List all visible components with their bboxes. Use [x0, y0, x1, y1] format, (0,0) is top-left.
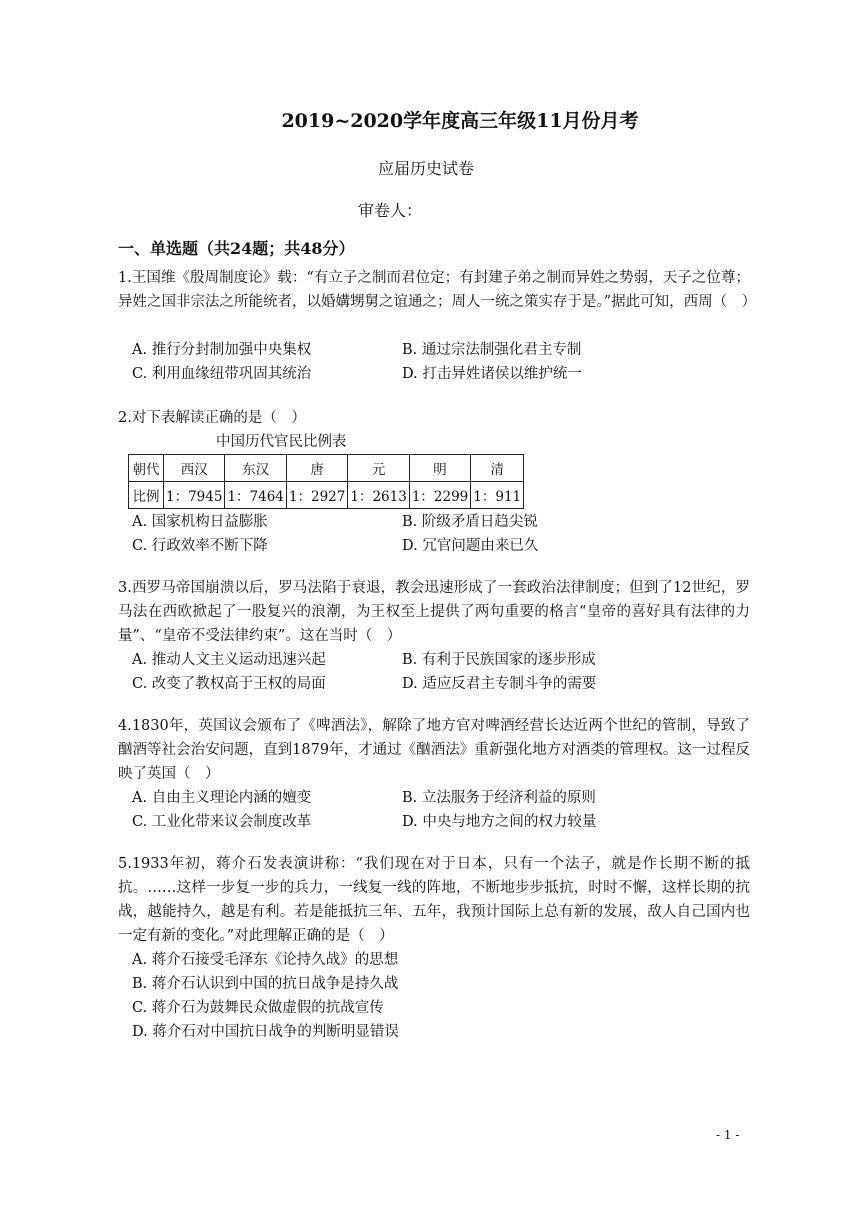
question-2-stem: 2.对下表解读正确的是（ ）	[118, 410, 306, 426]
table-cell: 1：7945	[164, 482, 225, 509]
question-3-option-d[interactable]: D. 适应反君主专制斗争的需要	[402, 676, 597, 692]
table-header-cell: 清	[471, 455, 524, 482]
reviewer-label: 审卷人：	[358, 201, 423, 220]
question-1-stem: 1.王国维《殷周制度论》载：“有立子之制而君位定；有封建子弟之制而异姓之势弱，天子之位尊；异姓之国非宗法之所能统者，以婚媾甥舅之谊通之；周人一统之策实存于是。”据此可知，西周（ ）	[118, 270, 757, 310]
question-3-stem: 3.西罗马帝国崩溃以后，罗马法陷于衰退，教会迅速形成了一套政治法律制度；但到了12世纪，罗马法在西欧掀起了一股复兴的浪潮，为王权至上提供了两句重要的格言“皇帝的喜好具有法律的力量”、“皇帝不受法律约束”。这在当时（ ）	[118, 580, 750, 644]
table-cell: 1：911	[471, 482, 524, 509]
question-3-option-b[interactable]: B. 有利于民族国家的逐步形成	[402, 652, 596, 668]
exam-title: 2019~2020学年度高三年级11月份月考	[281, 110, 639, 132]
question-4-option-d[interactable]: D. 中央与地方之间的权力较量	[402, 814, 597, 830]
table-caption: 中国历代官民比例表	[216, 434, 347, 450]
question-1-option-d[interactable]: D. 打击异姓诸侯以维护统一	[402, 366, 582, 382]
question-2-options	[132, 510, 732, 558]
section-heading: 一、单选题（共24题；共48分）	[118, 239, 355, 258]
question-1-option-c[interactable]: C. 利用血缘纽带巩固其统治	[132, 366, 312, 382]
page-number: - 1 -	[716, 1128, 740, 1142]
ratio-table	[128, 454, 524, 509]
table-header-cell: 西汉	[164, 455, 225, 482]
question-5-option-a[interactable]: A. 蒋介石接受毛泽东《论持久战》的思想	[132, 952, 399, 968]
question-4-option-a[interactable]: A. 自由主义理论内涵的嬗变	[132, 790, 312, 806]
question-3-option-c[interactable]: C. 改变了教权高于王权的局面	[132, 676, 326, 692]
question-1-options	[132, 338, 732, 386]
question-1-option-b[interactable]: B. 通过宗法制强化君主专制	[402, 342, 582, 358]
question-5-options	[132, 948, 732, 1044]
question-5-stem: 5.1933年初，蒋介石发表演讲称：“我们现在对于日本，只有一个法子，就是作长期不断的抵抗。……这样一步复一步的兵力，一线复一线的阵地，不断地步步抵抗，时时不懈，这样长期的抗战，越能持久，越是有利。若是能抵抗三年、五年，我预计国际上总有新的发展，敌人自己国内也一定有新的变化。”对此理解正确的是（ ）	[118, 856, 750, 944]
question-4-option-b[interactable]: B. 立法服务于经济利益的原则	[402, 790, 596, 806]
table-cell: 1：2613	[348, 482, 409, 509]
table-header-cell: 朝代	[129, 455, 164, 482]
question-2-option-b[interactable]: B. 阶级矛盾日趋尖锐	[402, 514, 538, 530]
table-row	[129, 482, 524, 509]
table-cell: 1：2927	[286, 482, 347, 509]
question-4-stem: 4.1830年，英国议会颁布了《啤酒法》，解除了地方官对啤酒经营长达近两个世纪的管制，导致了酗酒等社会治安问题，直到1879年，才通过《酗酒法》重新强化地方对酒类的管理权。这一过程反映了英国（ ）	[118, 718, 750, 782]
question-4-options	[132, 786, 732, 834]
table-cell: 比例	[129, 482, 164, 509]
question-5-option-b[interactable]: B. 蒋介石认识到中国的抗日战争是持久战	[132, 976, 399, 992]
question-3-options	[132, 648, 732, 696]
question-2-option-d[interactable]: D. 冗官问题由来已久	[402, 538, 539, 554]
table-header-cell: 明	[409, 455, 470, 482]
question-3-option-a[interactable]: A. 推动人文主义运动迅速兴起	[132, 652, 326, 668]
table-header-cell: 东汉	[225, 455, 286, 482]
question-2-option-a[interactable]: A. 国家机构日益膨胀	[132, 514, 268, 530]
table-header-cell: 元	[348, 455, 409, 482]
question-4-option-c[interactable]: C. 工业化带来议会制度改革	[132, 814, 312, 830]
question-5-option-d[interactable]: D. 蒋介石对中国抗日战争的判断明显错误	[132, 1024, 399, 1040]
table-header-row	[129, 455, 524, 482]
table-header-cell: 唐	[286, 455, 347, 482]
table-cell: 1：2299	[409, 482, 470, 509]
exam-subtitle: 应届历史试卷	[378, 159, 475, 178]
question-5-option-c[interactable]: C. 蒋介石为鼓舞民众做虚假的抗战宣传	[132, 1000, 384, 1016]
question-1-option-a[interactable]: A. 推行分封制加强中央集权	[132, 342, 312, 358]
table-cell: 1：7464	[225, 482, 286, 509]
question-2-option-c[interactable]: C. 行政效率不断下降	[132, 538, 268, 554]
